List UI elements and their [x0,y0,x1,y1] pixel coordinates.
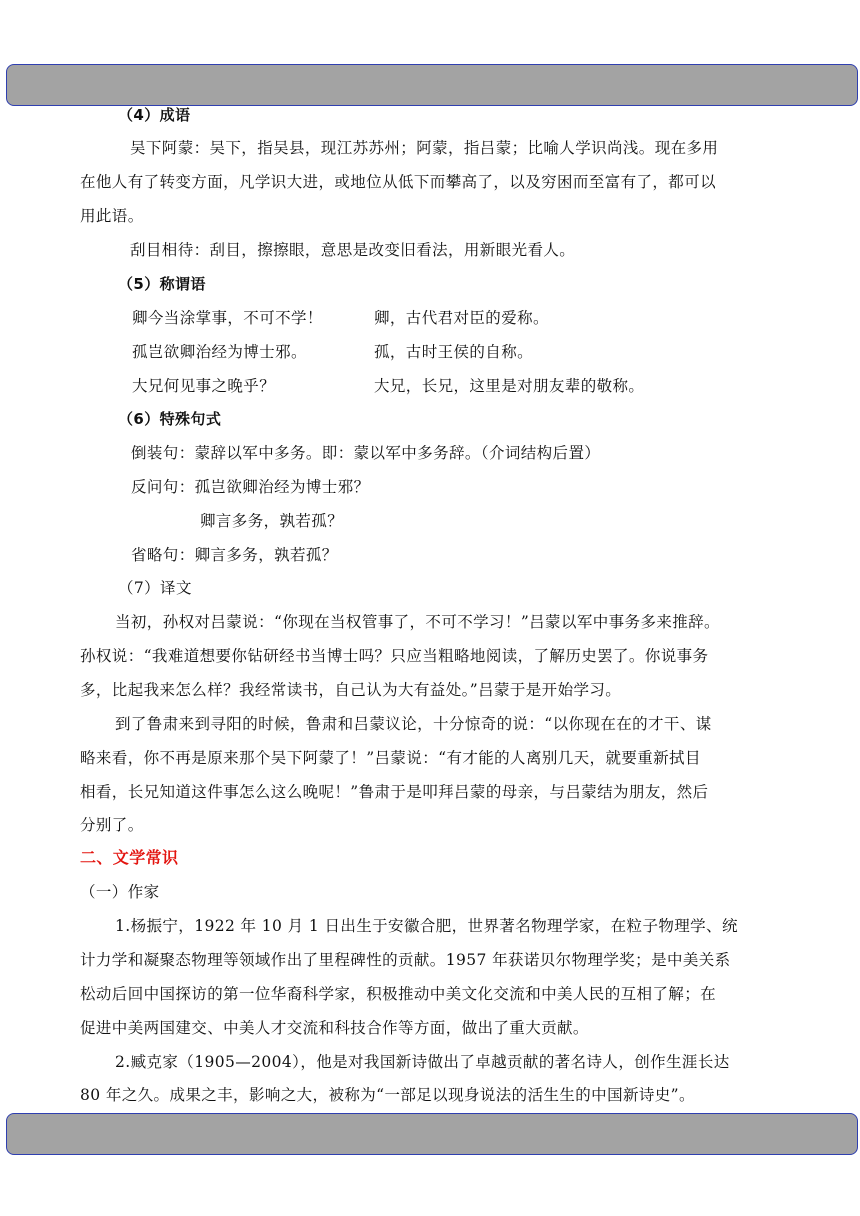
title-explanation: 大兄，长兄，这里是对朋友辈的敬称。 [374,377,645,395]
header-band [6,64,858,106]
author-line: 松动后回中国探访的第一位华裔科学家，积极推动中美文化交流和中美人民的互相了解；在 [80,985,717,1003]
translation-line: 分别了。 [80,816,144,834]
title-example: 大兄何见事之晚乎？ [132,377,276,395]
author-line: 80 年之久。成果之丰，影响之大，被称为“一部足以现身说法的活生生的中国新诗史”。 [80,1086,695,1104]
section-heading-syntax: （6）特殊句式 [118,410,222,428]
syntax-line: 卿言多务，孰若孤？ [200,512,344,530]
idiom-paragraph: 刮目相待：刮目，擦擦眼，意思是改变旧看法，用新眼光看人。 [130,241,576,259]
section-heading-translation: （7）译文 [118,579,192,597]
translation-line: 相看，长兄知道这件事怎么这么晚呢！”鲁肃于是叩拜吕蒙的母亲，与吕蒙结为朋友，然后 [80,783,709,801]
syntax-line: 倒装句：蒙辞以军中多务。即：蒙以军中多务辞。（介词结构后置） [131,444,601,462]
section-heading-titles: （5）称谓语 [118,275,206,293]
author-line: 2.臧克家（1905—2004），他是对我国新诗做出了卓越贡献的著名诗人，创作生涯长达 [115,1053,730,1071]
title-example: 孤岂欲卿治经为博士邪。 [132,343,307,361]
translation-line: 当初，孙权对吕蒙说：“你现在当权管事了，不可不学习！”吕蒙以军中事务多来推辞。 [115,613,720,631]
subheading-authors: （一）作家 [80,883,160,901]
idiom-paragraph-line: 在他人有了转变方面，凡学识大进，或地位从低下而攀高了，以及穷困而至富有了，都可以 [80,173,717,191]
translation-line: 略来看，你不再是原来那个吴下阿蒙了！”吕蒙说：“有才能的人离别几天，就要重新拭目 [80,749,701,767]
syntax-line: 反问句：孤岂欲卿治经为博士邪？ [131,478,370,496]
author-line: 计力学和凝聚态物理等领域作出了里程碑性的贡献。1957 年获诺贝尔物理学奖；是中美关系 [80,951,731,969]
translation-line: 孙权说：“我难道想要你钻研经书当博士吗？只应当粗略地阅读，了解历史罢了。你说事务 [80,647,709,665]
author-line: 1.杨振宁，1922 年 10 月 1 日出生于安徽合肥，世界著名物理学家，在粒子物理学、统 [115,917,738,935]
footer-band [6,1113,858,1155]
idiom-paragraph-line: 用此语。 [80,207,144,225]
section-heading-idioms: （4）成语 [118,106,191,124]
author-line: 促进中美两国建交、中美人才交流和科技合作等方面，做出了重大贡献。 [80,1019,589,1037]
translation-line: 到了鲁肃来到寻阳的时候，鲁肃和吕蒙议论，十分惊奇的说：“以你现在在的才干、谋 [115,715,712,733]
title-explanation: 卿，古代君对臣的爱称。 [374,309,549,327]
title-explanation: 孤，古时王侯的自称。 [374,343,534,361]
section-heading-literature: 二、文学常识 [80,848,179,867]
syntax-line: 省略句：卿言多务，孰若孤？ [131,546,338,564]
idiom-paragraph-line: 吴下阿蒙：吴下，指吴县，现江苏苏州；阿蒙，指吕蒙；比喻人学识尚浅。现在多用 [130,139,719,157]
title-example: 卿今当涂掌事，不可不学！ [132,309,323,327]
translation-line: 多，比起我来怎么样？我经常读书，自己认为大有益处。”吕蒙于是开始学习。 [80,681,622,699]
